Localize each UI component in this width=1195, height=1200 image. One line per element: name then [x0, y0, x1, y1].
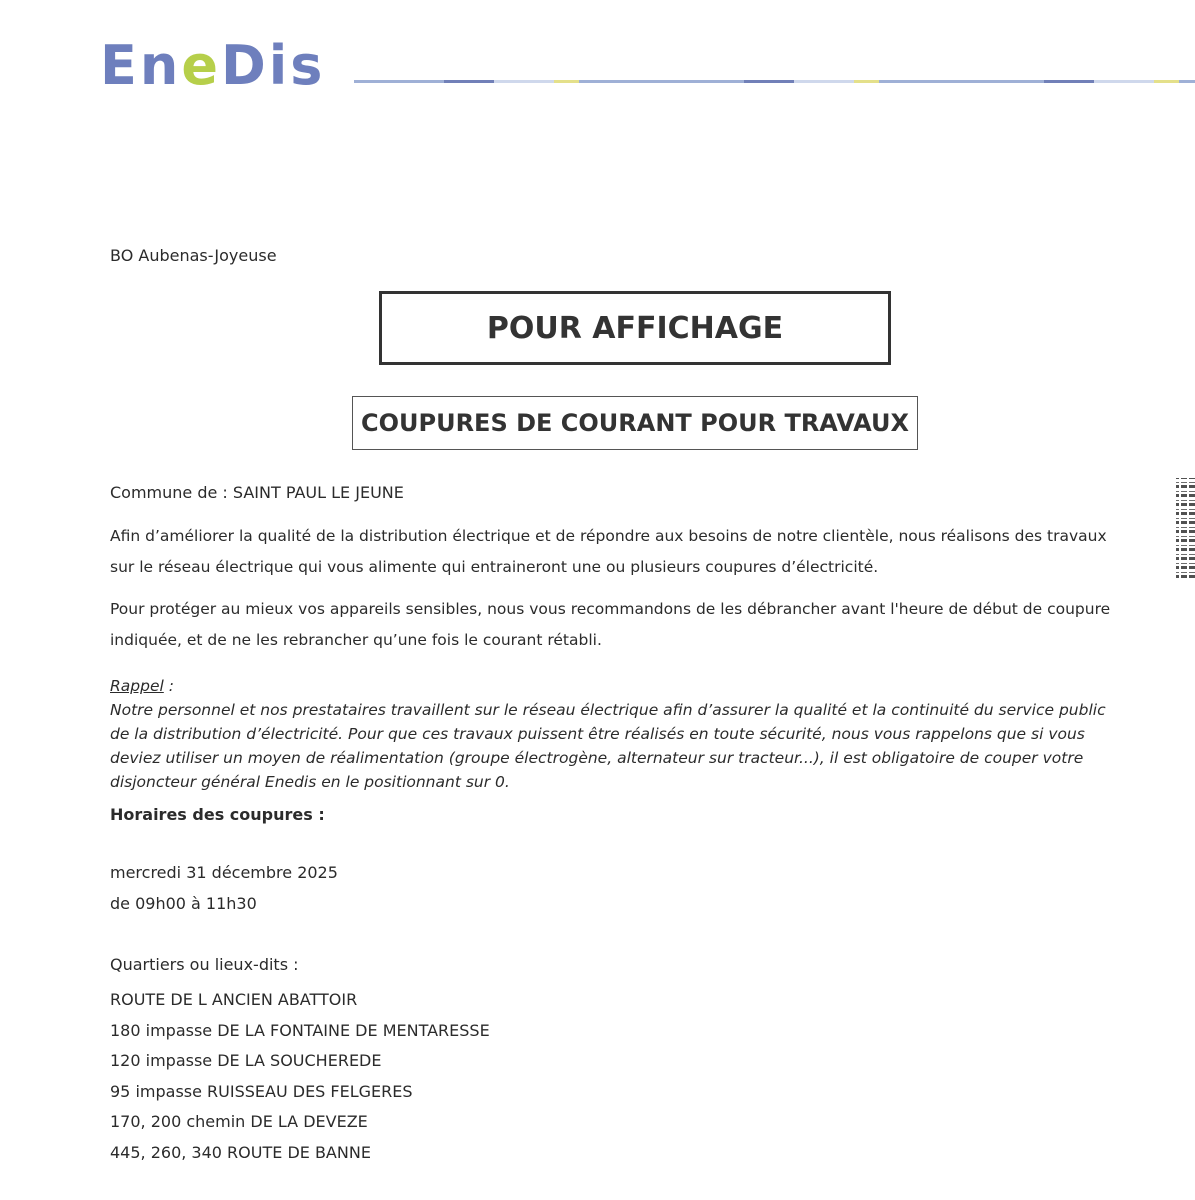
rappel-text: Notre personnel et nos prestataires travaillent sur le réseau électrique afin d’assurer la qualité et la continuité du service public de la distribution d’électricité. Pour que ces travaux puissent être réalisés en toute sécurité, nous vous rappelons que si vous deviez utiliser un moyen de réalimentation (groupe électrogène, alternateur sur tracteur...), il est obligatoire de couper votre disjoncteur général Enedis en le positionnant sur 0. — [110, 701, 1106, 791]
locations-list — [110, 985, 490, 1169]
outage-hours: de 09h00 à 11h30 — [110, 894, 257, 913]
intro-paragraph: Afin d’améliorer la qualité de la distribution électrique et de répondre aux besoins de notre clientèle, nous réalisons des travaux sur le réseau électrique qui vous alimente qui entraineront une ou plusieurs coupures d’électricité. — [110, 527, 1107, 576]
enedis-logo — [100, 36, 325, 96]
page-subtitle: COUPURES DE COURANT POUR TRAVAUX — [360, 409, 910, 437]
header-divider — [354, 80, 1195, 83]
list-item: 120 impasse DE LA SOUCHEREDE — [110, 1051, 382, 1071]
locations-title: Quartiers ou lieux-dits : — [110, 955, 299, 974]
list-item: 95 impasse RUISSEAU DES FELGERES — [110, 1081, 413, 1101]
rappel-block — [110, 674, 1120, 794]
logo-part-1: En — [100, 34, 182, 97]
rappel-label: Rappel — [110, 677, 164, 695]
advice-paragraph: Pour protéger au mieux vos appareils sensibles, nous vous recommandons de les débrancher avant l'heure de début de coupure indiquée, et de ne les rebrancher qu’une fois le courant rétabli. — [110, 600, 1111, 649]
qr-code — [1176, 478, 1195, 578]
sender-office: BO Aubenas-Joyeuse — [110, 246, 277, 265]
schedule-title: Horaires des coupures : — [110, 805, 325, 824]
commune-line: Commune de : SAINT PAUL LE JEUNE — [110, 483, 404, 502]
subtitle-box — [352, 396, 918, 450]
list-item: 445, 260, 340 ROUTE DE BANNE — [110, 1142, 371, 1162]
logo-part-3: Dis — [220, 34, 326, 97]
list-item: ROUTE DE L ANCIEN ABATTOIR — [110, 990, 358, 1009]
page-title: POUR AFFICHAGE — [486, 310, 784, 346]
list-item: 180 impasse DE LA FONTAINE DE MENTARESSE — [110, 1020, 490, 1040]
outage-date: mercredi 31 décembre 2025 — [110, 863, 338, 882]
rappel-separator: : — [163, 677, 174, 695]
title-box — [379, 291, 891, 365]
logo-part-2: e — [181, 34, 221, 97]
list-item: 170, 200 chemin DE LA DEVEZE — [110, 1112, 368, 1132]
